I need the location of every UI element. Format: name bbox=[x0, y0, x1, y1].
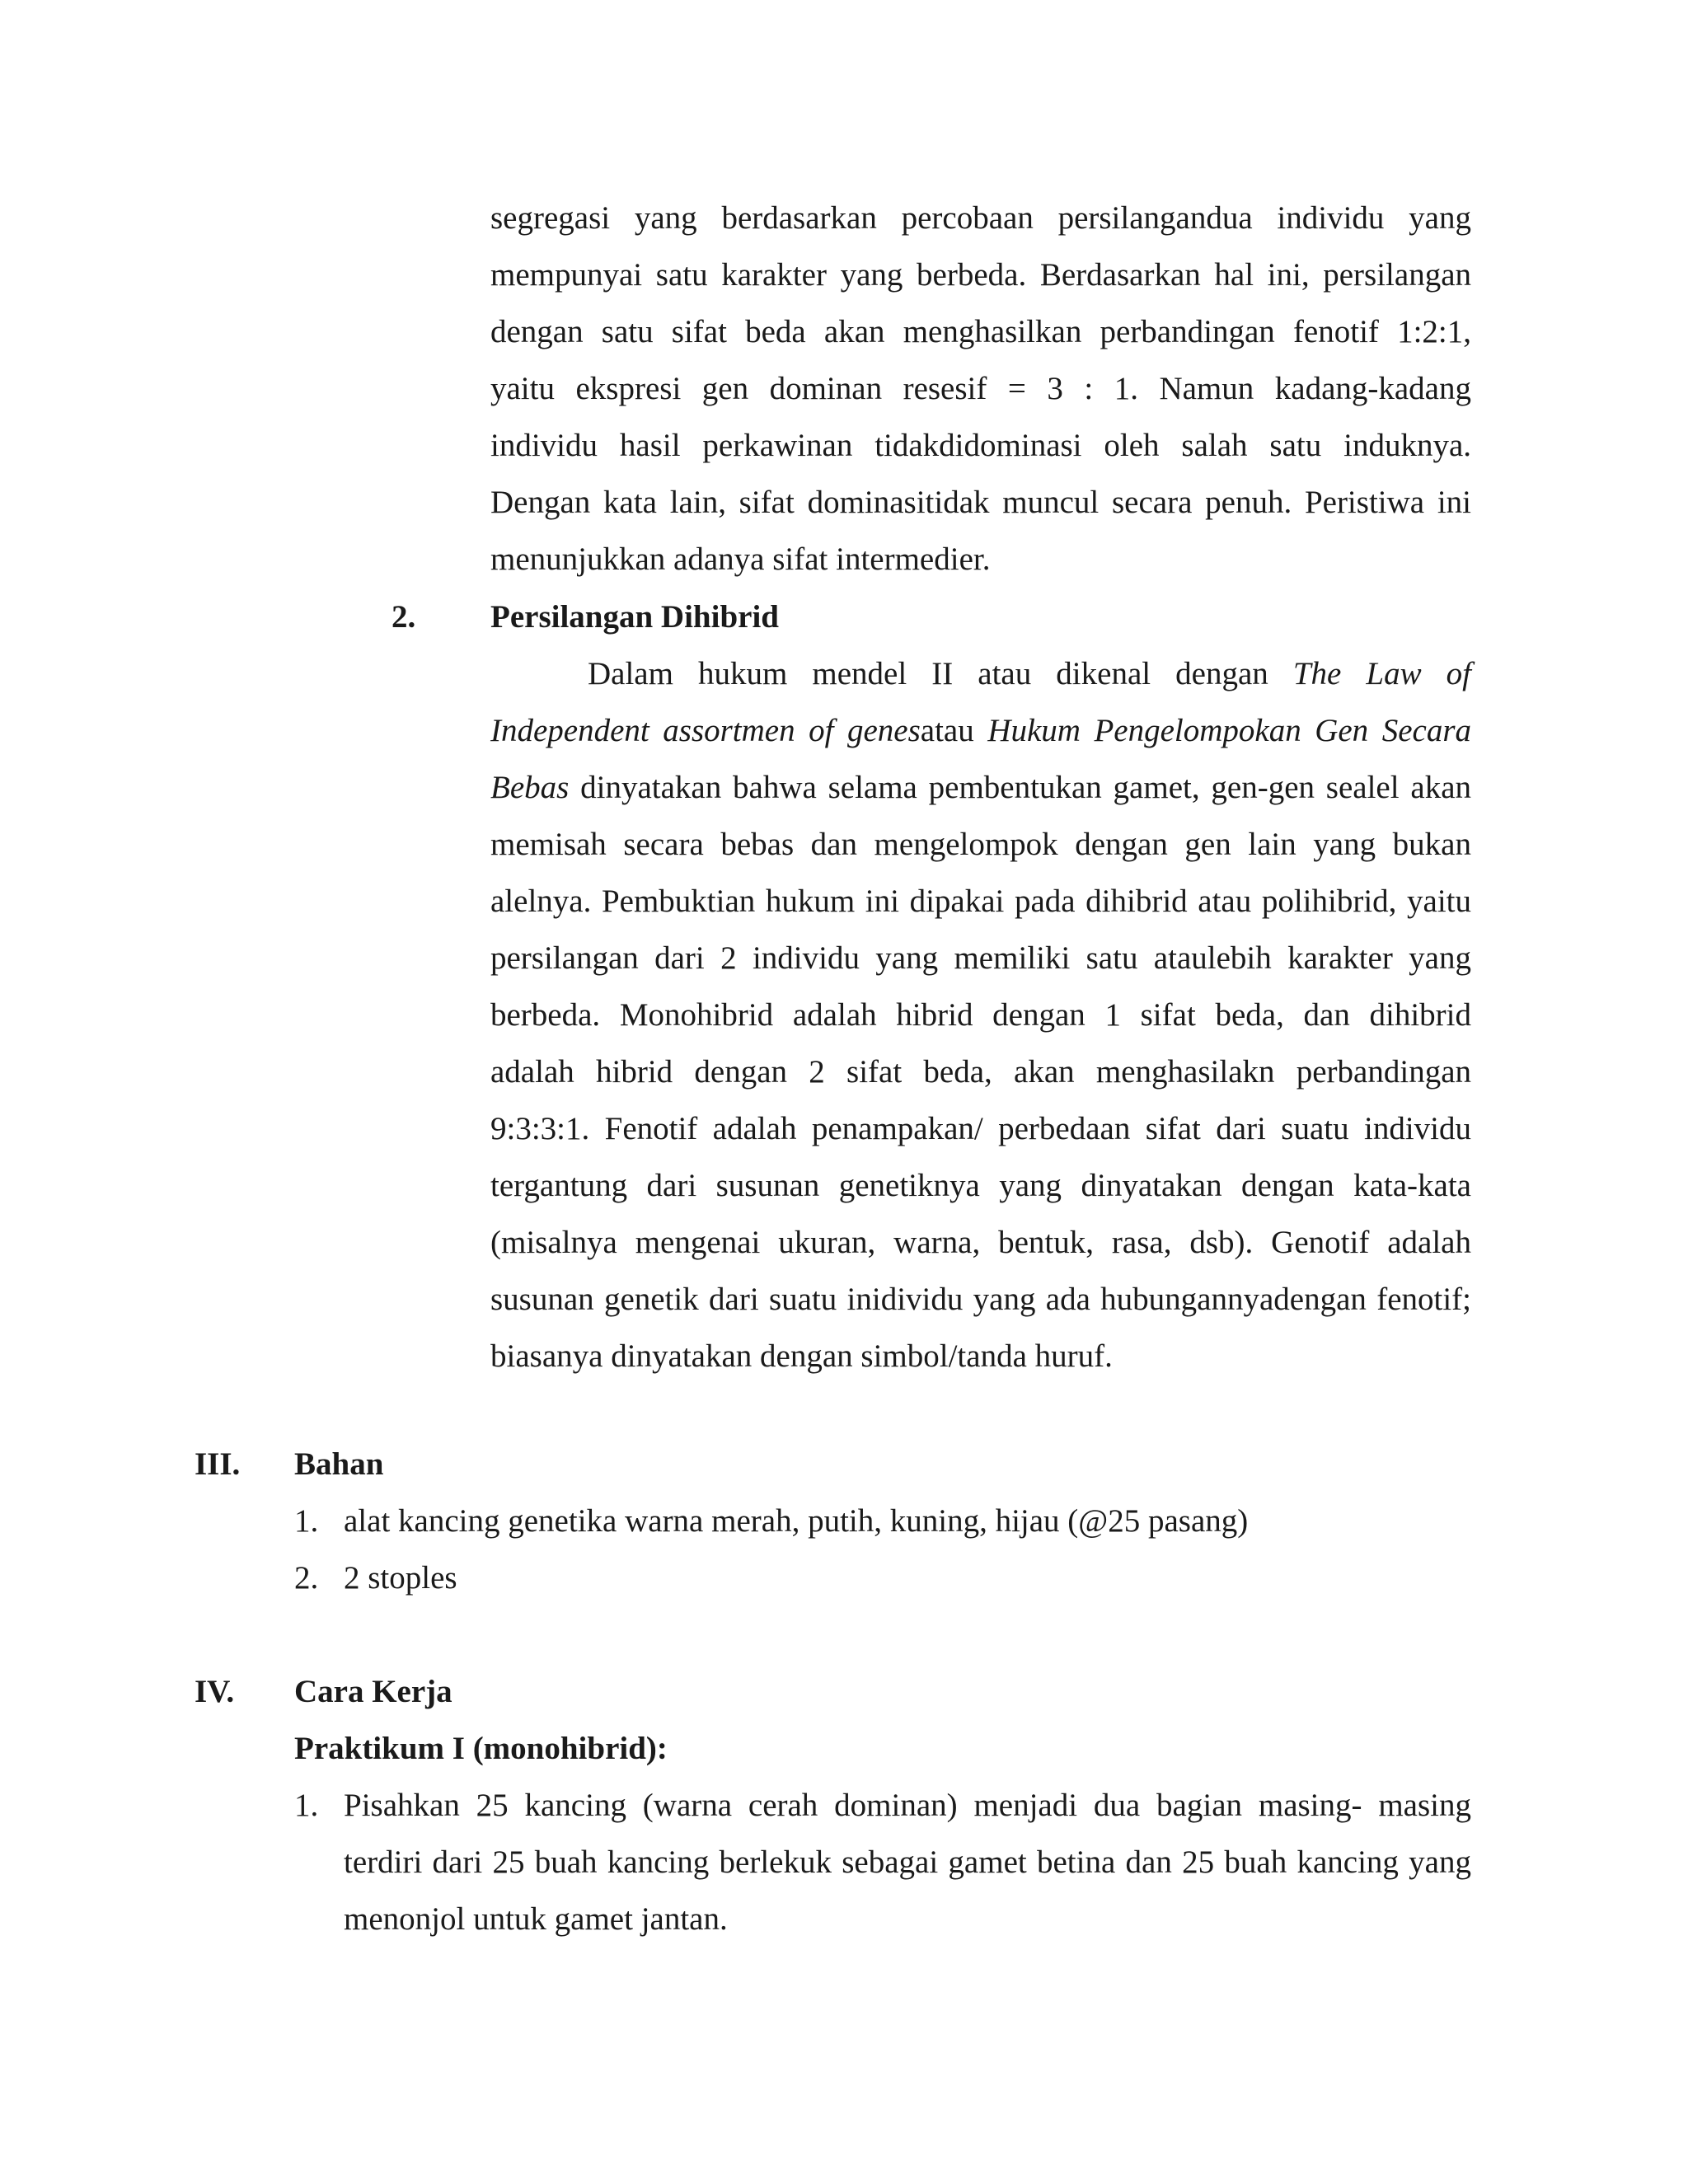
italic-term: The Law of bbox=[1292, 656, 1471, 691]
paragraph-line: terdiri dari 25 buah kancing berlekuk sebagai gamet betina dan 25 buah kancing yang bbox=[344, 1844, 1471, 1880]
section-iv-subtitle: Praktikum I (monohibrid): bbox=[294, 1731, 668, 1766]
list-item bbox=[294, 1493, 318, 1549]
paragraph-line: alelnya. Pembuktian hukum ini dipakai pada dihibrid atau polihibrid, yaitu bbox=[490, 883, 1471, 919]
paragraph-line: berbeda. Monohibrid adalah hibrid dengan 1 sifat beda, dan dihibrid bbox=[490, 997, 1471, 1033]
list-number: 2. bbox=[294, 1560, 319, 1596]
dihibrid-number: 2. bbox=[392, 599, 416, 635]
paragraph-line: Dengan kata lain, sifat dominasitidak muncul secara penuh. Peristiwa ini bbox=[490, 485, 1471, 520]
text-run: dinyatakan bahwa selama pembentukan gamet, gen-gen sealel akan bbox=[580, 770, 1471, 805]
paragraph-line bbox=[490, 759, 1471, 816]
paragraph-line: individu hasil perkawinan tidakdidominasi oleh salah satu induknya. bbox=[490, 428, 1471, 463]
text-run: Dalam hukum mendel II atau dikenal dengan bbox=[588, 656, 1268, 691]
paragraph-line: memisah secara bebas dan mengelompok dengan gen lain yang bukan bbox=[490, 827, 1471, 862]
section-iii-numeral: III. bbox=[195, 1446, 241, 1482]
dihibrid-heading: Persilangan Dihibrid bbox=[490, 599, 779, 635]
list-number: 1. bbox=[294, 1788, 319, 1823]
list-item-text: alat kancing genetika warna merah, putih, kuning, hijau (@25 pasang) bbox=[344, 1503, 1249, 1539]
paragraph-line: yaitu ekspresi gen dominan resesif = 3 : 1. Namun kadang-kadang bbox=[490, 371, 1471, 406]
paragraph-line: 9:3:3:1. Fenotif adalah penampakan/ perbedaan sifat dari suatu individu bbox=[490, 1111, 1471, 1146]
paragraph-line: (misalnya mengenai ukuran, warna, bentuk, rasa, dsb). Genotif adalah bbox=[490, 1225, 1471, 1260]
text-run: atau bbox=[920, 713, 974, 748]
paragraph-line: Pisahkan 25 kancing (warna cerah dominan) menjadi dua bagian masing- masing bbox=[344, 1788, 1471, 1823]
section-iii-title: Bahan bbox=[294, 1446, 384, 1482]
paragraph-line: menunjukkan adanya sifat intermedier. bbox=[490, 541, 991, 577]
paragraph-line: tergantung dari susunan genetiknya yang dinyatakan dengan kata-kata bbox=[490, 1168, 1471, 1203]
section-iv-title: Cara Kerja bbox=[294, 1674, 452, 1709]
list-number: 1. bbox=[294, 1503, 319, 1539]
paragraph-line: segregasi yang berdasarkan percobaan persilangandua individu yang bbox=[490, 200, 1471, 236]
procedure-step bbox=[344, 1777, 1471, 1947]
italic-term: Hukum Pengelompokan Gen Secara bbox=[987, 713, 1471, 748]
italic-term: Independent assortmen of genes bbox=[490, 713, 921, 748]
paragraph-line bbox=[490, 645, 1471, 702]
paragraph-line: menonjol untuk gamet jantan. bbox=[344, 1901, 728, 1937]
paragraph-line bbox=[490, 702, 1471, 759]
segregation-paragraph bbox=[490, 190, 1471, 588]
paragraph-line: dengan satu sifat beda akan menghasilkan perbandingan fenotif 1:2:1, bbox=[490, 314, 1471, 349]
list-item bbox=[294, 1549, 318, 1606]
paragraph-line: susunan genetik dari suatu inidividu yang ada hubungannyadengan fenotif; bbox=[490, 1282, 1471, 1317]
paragraph-line: persilangan dari 2 individu yang memiliki satu ataulebih karakter yang bbox=[490, 940, 1471, 976]
paragraph-line: biasanya dinyatakan dengan simbol/tanda huruf. bbox=[490, 1338, 1113, 1374]
dihibrid-paragraph bbox=[490, 645, 1471, 1385]
list-item-text: 2 stoples bbox=[344, 1560, 457, 1596]
paragraph-line: adalah hibrid dengan 2 sifat beda, akan menghasilakn perbandingan bbox=[490, 1054, 1471, 1090]
section-iv-numeral: IV. bbox=[195, 1674, 235, 1709]
italic-term: Bebas bbox=[490, 770, 570, 805]
paragraph-line: mempunyai satu karakter yang berbeda. Berdasarkan hal ini, persilangan bbox=[490, 257, 1471, 293]
